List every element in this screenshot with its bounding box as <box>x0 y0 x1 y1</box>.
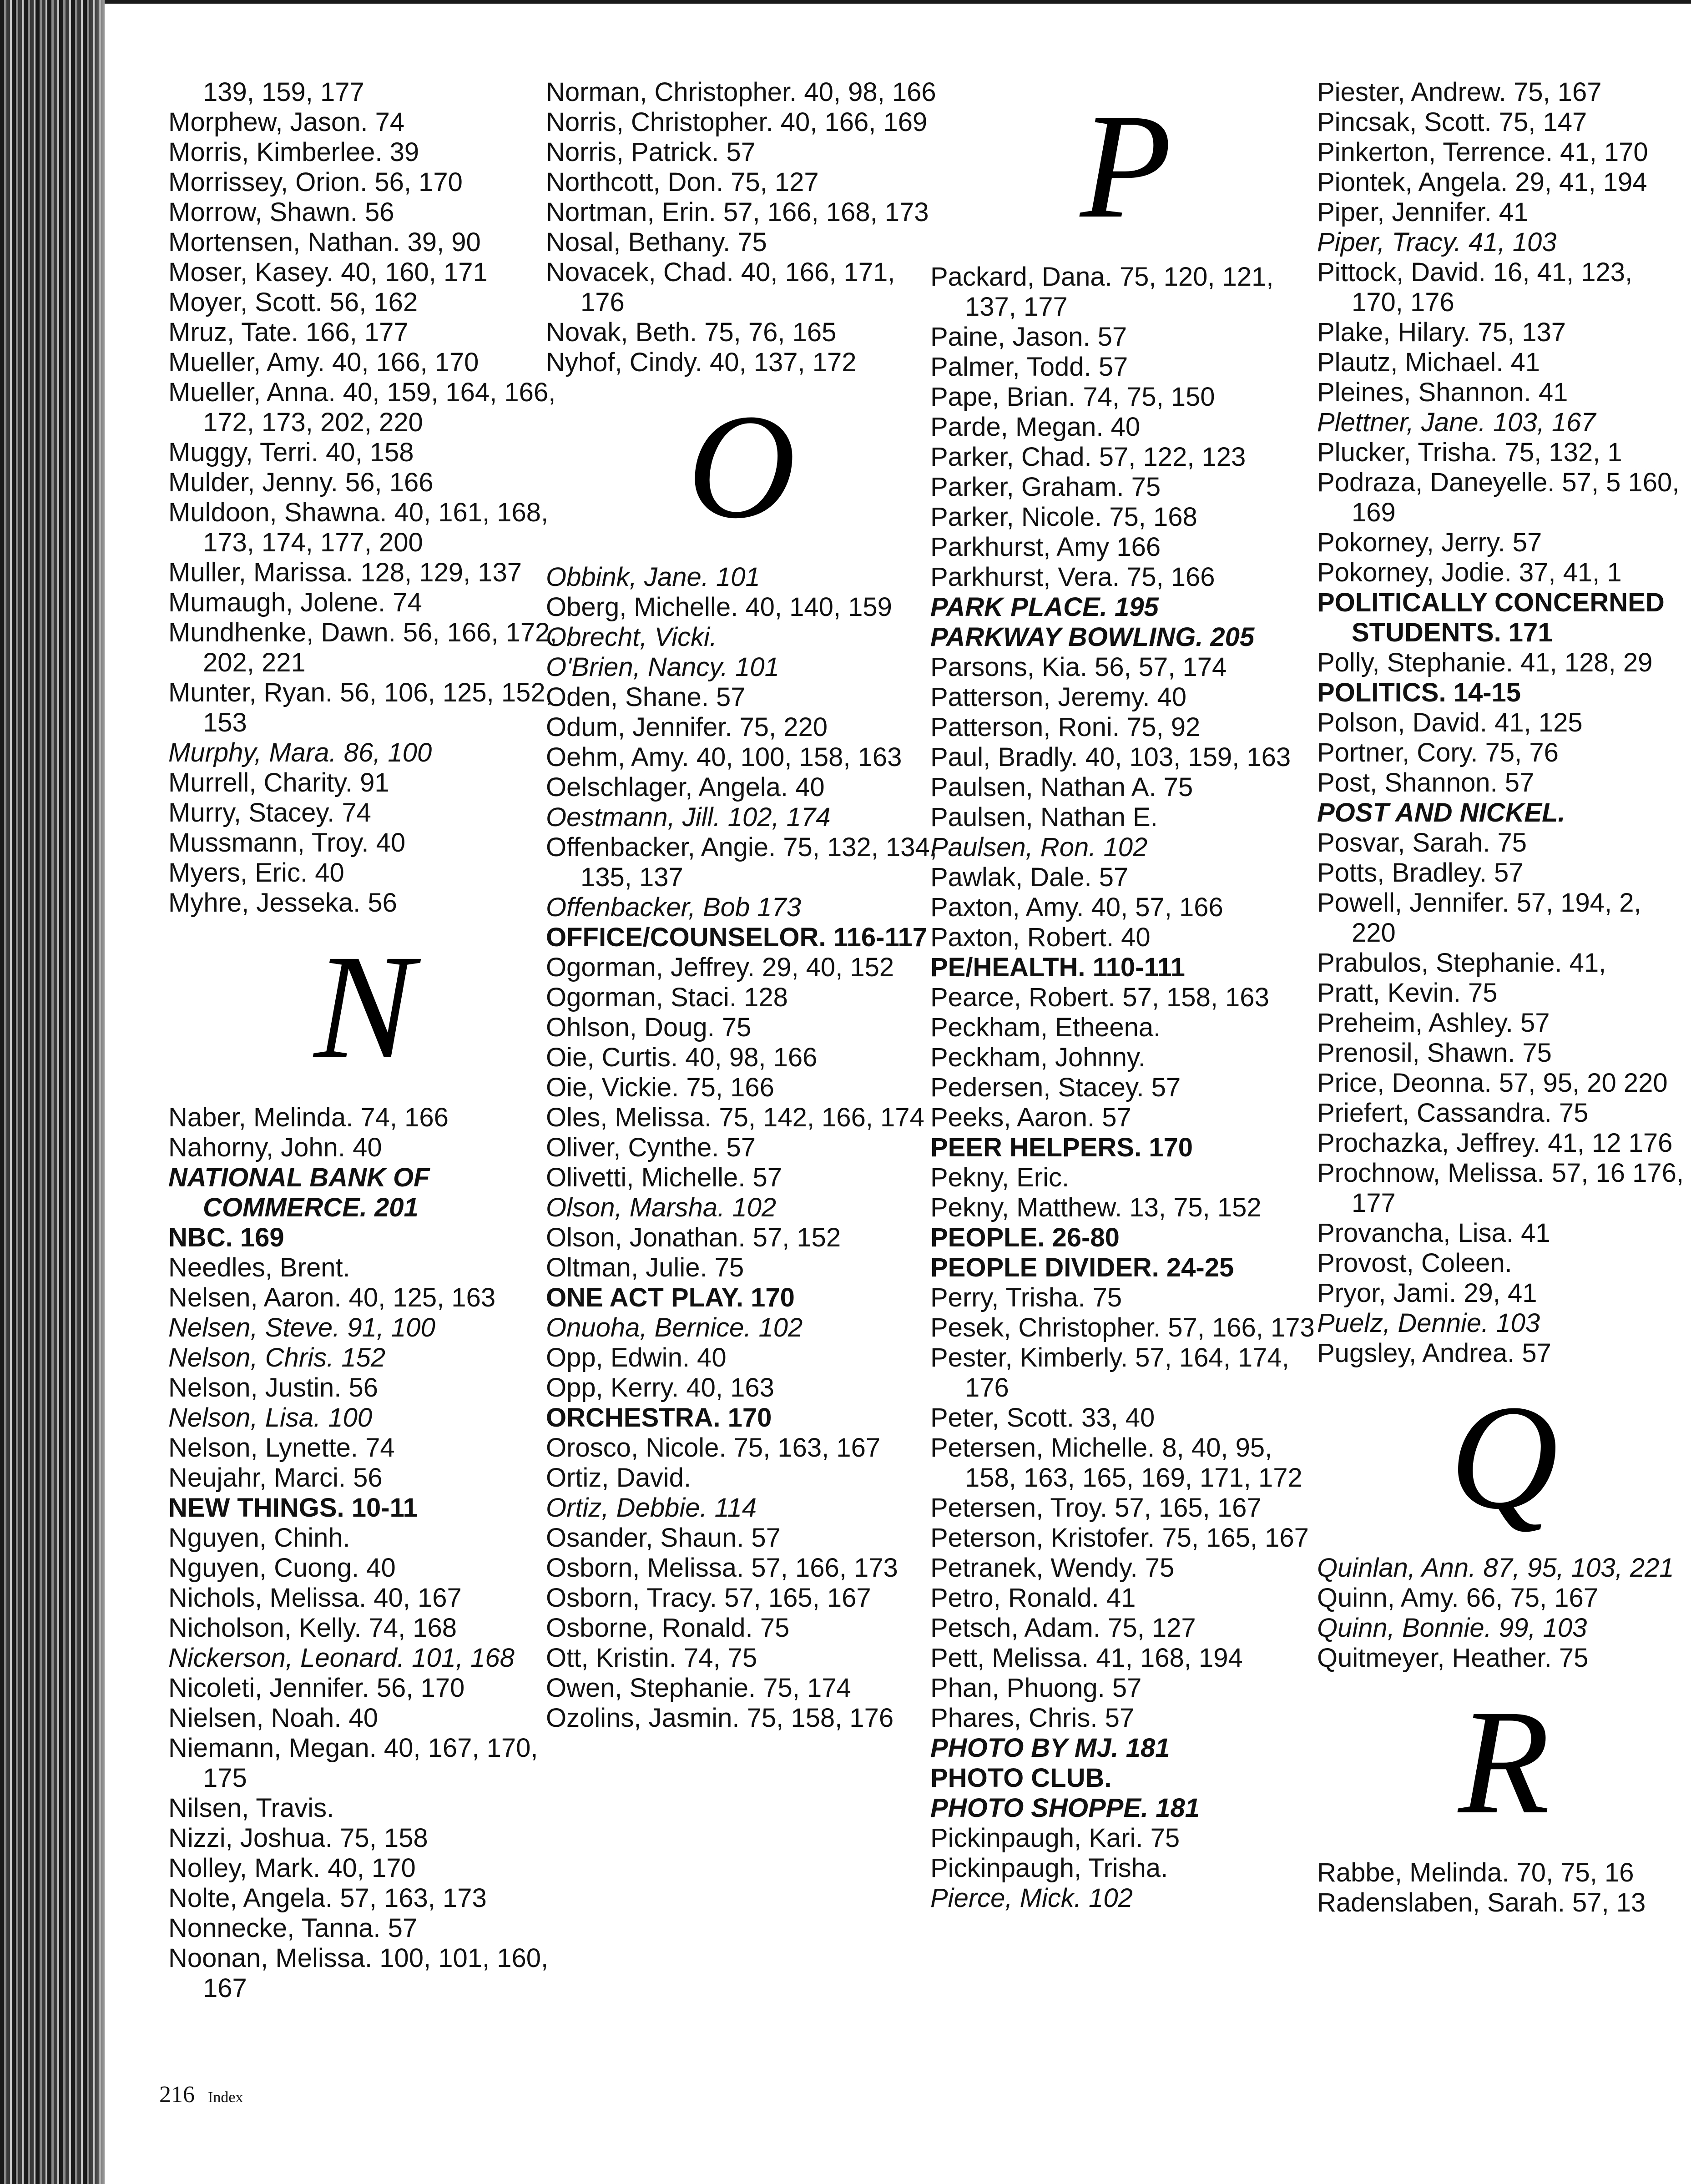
index-entry: Petro, Ronald. 41 <box>930 1583 1136 1613</box>
index-entry: Nelsen, Steve. 91, 100 <box>168 1313 435 1342</box>
index-entry: Opp, Edwin. 40 <box>546 1343 727 1372</box>
index-entry: Parker, Graham. 75 <box>930 472 1161 502</box>
index-entry: Piontek, Angela. 29, 41, 194 <box>1317 167 1647 197</box>
index-entry: Peeks, Aaron. 57 <box>930 1103 1131 1132</box>
index-entry: Quinn, Amy. 66, 75, 167 <box>1317 1583 1598 1613</box>
index-entry: Nelson, Lisa. 100 <box>168 1403 373 1432</box>
index-entry: Pierce, Mick. 102 <box>930 1883 1133 1913</box>
index-entry: NEW THINGS. 10-11 <box>168 1493 418 1523</box>
index-entry: Pugsley, Andrea. 57 <box>1317 1338 1551 1368</box>
index-entry: Needles, Brent. <box>168 1253 350 1282</box>
index-entry: Osborn, Tracy. 57, 165, 167 <box>546 1583 871 1613</box>
index-entry: Obbink, Jane. 101 <box>546 562 760 592</box>
binding-shadow <box>91 0 118 2184</box>
index-entry: Morphew, Jason. 74 <box>168 107 405 137</box>
index-entry: Polly, Stephanie. 41, 128, 29 <box>1317 648 1653 677</box>
index-entry: Mulder, Jenny. 56, 166 <box>168 468 434 497</box>
index-entry: Petranek, Wendy. 75 <box>930 1553 1175 1583</box>
index-entry: Phares, Chris. 57 <box>930 1703 1135 1733</box>
index-entry: Polson, David. 41, 125 <box>1317 708 1583 737</box>
index-column-3 <box>930 77 1322 1913</box>
index-entry: Oltman, Julie. 75 <box>546 1253 744 1282</box>
index-entry: Morrissey, Orion. 56, 170 <box>168 167 463 197</box>
index-entry: Mundhenke, Dawn. 56, 166, 172, 202, 221 <box>168 618 557 677</box>
index-entry: Moser, Kasey. 40, 160, 171 <box>168 257 488 287</box>
index-entry: Nonnecke, Tanna. 57 <box>168 1913 418 1943</box>
index-entry: Obrecht, Vicki. <box>546 622 717 652</box>
index-entry: Murry, Stacey. 74 <box>168 798 371 827</box>
index-entry: Noonan, Melissa. 100, 101, 160, 167 <box>168 1943 549 2003</box>
index-entry: Phan, Phuong. 57 <box>930 1673 1142 1703</box>
index-entry: Olson, Jonathan. 57, 152 <box>546 1223 841 1252</box>
index-entry: Piper, Jennifer. 41 <box>1317 197 1529 227</box>
index-entry: Ortiz, David. <box>546 1463 692 1493</box>
index-entry: Pinkerton, Terrence. 41, 170 <box>1317 137 1648 167</box>
index-entry: Post, Shannon. 57 <box>1317 768 1535 797</box>
index-entry: POST AND NICKEL. <box>1317 798 1565 827</box>
index-entry: Priefert, Cassandra. 75 <box>1317 1098 1589 1128</box>
index-entry: Offenbacker, Bob 173 <box>546 893 802 922</box>
index-entry: Podraza, Daneyelle. 57, 5 160, 169 <box>1317 468 1680 527</box>
index-entry: Pekny, Eric. <box>930 1163 1070 1192</box>
index-entry: Norris, Patrick. 57 <box>546 137 756 167</box>
index-entry: Oie, Vickie. 75, 166 <box>546 1073 774 1102</box>
book-binding-edge <box>0 0 105 2184</box>
index-entry: Oestmann, Jill. 102, 174 <box>546 802 831 832</box>
index-entry: Patterson, Roni. 75, 92 <box>930 712 1201 742</box>
index-entry: Mumaugh, Jolene. 74 <box>168 588 422 617</box>
index-entry: PHOTO SHOPPE. 181 <box>930 1793 1200 1823</box>
index-entry: Pleines, Shannon. 41 <box>1317 378 1568 407</box>
index-entry: Ogorman, Jeffrey. 29, 40, 152 <box>546 953 894 982</box>
index-entry: ORCHESTRA. 170 <box>546 1403 772 1432</box>
index-entry: Ott, Kristin. 74, 75 <box>546 1643 757 1673</box>
index-entry: 139, 159, 177 <box>203 77 364 107</box>
index-entry: Potts, Bradley. 57 <box>1317 858 1524 888</box>
index-entry: Pickinpaugh, Trisha. <box>930 1853 1168 1883</box>
index-entry: Pearce, Robert. 57, 158, 163 <box>930 983 1269 1012</box>
index-entry: Ozolins, Jasmin. 75, 158, 176 <box>546 1703 894 1733</box>
index-entry: Nelsen, Aaron. 40, 125, 163 <box>168 1283 496 1312</box>
index-entry: Peckham, Johnny. <box>930 1043 1146 1072</box>
index-entry: OFFICE/COUNSELOR. 116-117 <box>546 923 928 952</box>
index-entry: Niemann, Megan. 40, 167, 170, 175 <box>168 1733 538 1793</box>
index-entry: Nahorny, John. 40 <box>168 1133 382 1162</box>
index-entry: Orosco, Nicole. 75, 163, 167 <box>546 1433 881 1463</box>
index-entry: Novacek, Chad. 40, 166, 171, 176 <box>546 257 895 317</box>
index-entry: Posvar, Sarah. 75 <box>1317 828 1527 857</box>
index-entry: Palmer, Todd. 57 <box>930 352 1128 382</box>
index-entry: Provost, Coleen. <box>1317 1248 1512 1278</box>
footer-label: Index <box>208 2089 243 2106</box>
index-entry: Pesek, Christopher. 57, 166, 173 <box>930 1313 1315 1342</box>
index-entry: Oie, Curtis. 40, 98, 166 <box>546 1043 818 1072</box>
index-entry: Pryor, Jami. 29, 41 <box>1317 1278 1537 1308</box>
index-entry: Nortman, Erin. 57, 166, 168, 173 <box>546 197 929 227</box>
index-entry: Paul, Bradly. 40, 103, 159, 163 <box>930 742 1291 772</box>
index-entry: Quinlan, Ann. 87, 95, 103, 221 <box>1317 1553 1674 1583</box>
index-column-4 <box>1317 77 1691 1918</box>
index-entry: Osborn, Melissa. 57, 166, 173 <box>546 1553 898 1583</box>
index-entry: Opp, Kerry. 40, 163 <box>546 1373 774 1402</box>
section-letter-o: O <box>687 383 796 550</box>
index-column-2 <box>546 77 937 1733</box>
index-entry: Norris, Christopher. 40, 166, 169 <box>546 107 928 137</box>
index-entry: Plautz, Michael. 41 <box>1317 348 1540 377</box>
index-entry: Murrell, Charity. 91 <box>168 768 389 797</box>
index-entry: Nelson, Lynette. 74 <box>168 1433 395 1463</box>
index-entry: Mueller, Anna. 40, 159, 164, 166, 172, 173, 202, 220 <box>168 378 556 437</box>
index-entry: Pokorney, Jodie. 37, 41, 1 <box>1317 558 1622 587</box>
index-entry: Morris, Kimberlee. 39 <box>168 137 419 167</box>
index-entry: Osander, Shaun. 57 <box>546 1523 781 1553</box>
index-entry: Powell, Jennifer. 57, 194, 2, 220 <box>1317 888 1641 948</box>
index-entry: PE/HEALTH. 110-111 <box>930 953 1185 982</box>
index-entry: Paulsen, Nathan A. 75 <box>930 772 1193 802</box>
index-entry: PEER HELPERS. 170 <box>930 1133 1193 1162</box>
index-entry: Patterson, Jeremy. 40 <box>930 682 1187 712</box>
index-entry: Quitmeyer, Heather. 75 <box>1317 1643 1589 1673</box>
index-entry: Prabulos, Stephanie. 41, <box>1317 948 1606 978</box>
index-entry: Parde, Megan. 40 <box>930 412 1141 442</box>
index-entry: Nelson, Justin. 56 <box>168 1373 379 1402</box>
index-entry: Mueller, Amy. 40, 166, 170 <box>168 348 479 377</box>
index-entry: Nyhof, Cindy. 40, 137, 172 <box>546 348 857 377</box>
index-entry: Petersen, Michelle. 8, 40, 95, 158, 163, 165, 169, 171, 172 <box>930 1433 1302 1493</box>
index-entry: Onuoha, Bernice. 102 <box>546 1313 803 1342</box>
index-entry: Odum, Jennifer. 75, 220 <box>546 712 828 742</box>
index-entry: Oberg, Michelle. 40, 140, 159 <box>546 592 892 622</box>
index-entry: NATIONAL BANK OF COMMERCE. 201 <box>168 1163 430 1222</box>
index-entry: Petsch, Adam. 75, 127 <box>930 1613 1196 1643</box>
index-entry: Nolley, Mark. 40, 170 <box>168 1853 416 1883</box>
index-entry: Paulsen, Ron. 102 <box>930 832 1148 862</box>
index-entry: Olson, Marsha. 102 <box>546 1193 777 1222</box>
index-entry: Peckham, Etheena. <box>930 1013 1161 1042</box>
index-entry: Plucker, Trisha. 75, 132, 1 <box>1317 438 1622 467</box>
index-entry: PARKWAY BOWLING. 205 <box>930 622 1255 652</box>
index-entry: Pawlak, Dale. 57 <box>930 863 1129 892</box>
index-entry: Parker, Nicole. 75, 168 <box>930 502 1197 532</box>
index-entry: Myers, Eric. 40 <box>168 858 344 888</box>
index-entry: Owen, Stephanie. 75, 174 <box>546 1673 851 1703</box>
index-entry: Pittock, David. 16, 41, 123, 170, 176 <box>1317 257 1633 317</box>
index-entry: POLITICALLY CONCERNED STUDENTS. 171 <box>1317 588 1665 647</box>
index-entry: PHOTO CLUB. <box>930 1763 1112 1793</box>
index-entry: Piper, Tracy. 41, 103 <box>1317 227 1557 257</box>
index-entry: Muldoon, Shawna. 40, 161, 168, 173, 174, 177, 200 <box>168 498 549 557</box>
index-entry: Parker, Chad. 57, 122, 123 <box>930 442 1246 472</box>
index-entry: Nickerson, Leonard. 101, 168 <box>168 1643 515 1673</box>
index-entry: Northcott, Don. 75, 127 <box>546 167 819 197</box>
index-entry: Paine, Jason. 57 <box>930 322 1127 352</box>
index-entry: Mortensen, Nathan. 39, 90 <box>168 227 481 257</box>
index-entry: Mruz, Tate. 166, 177 <box>168 318 409 347</box>
index-entry: Morrow, Shawn. 56 <box>168 197 394 227</box>
index-entry: Muller, Marissa. 128, 129, 137 <box>168 558 522 587</box>
index-entry: Myhre, Jesseka. 56 <box>168 888 397 918</box>
index-entry: Nolte, Angela. 57, 163, 173 <box>168 1883 487 1913</box>
index-entry: Norman, Christopher. 40, 98, 166 <box>546 77 936 107</box>
index-entry: Prenosil, Shawn. 75 <box>1317 1038 1552 1068</box>
index-entry: Paxton, Amy. 40, 57, 166 <box>930 893 1223 922</box>
index-entry: O'Brien, Nancy. 101 <box>546 652 779 682</box>
index-entry: ONE ACT PLAY. 170 <box>546 1283 795 1312</box>
index-entry: Perry, Trisha. 75 <box>930 1283 1122 1312</box>
index-entry: Oles, Melissa. 75, 142, 166, 174 <box>546 1103 924 1132</box>
index-entry: Provancha, Lisa. 41 <box>1317 1218 1550 1248</box>
index-entry: Nizzi, Joshua. 75, 158 <box>168 1823 428 1853</box>
section-letter-p: P <box>1080 83 1172 249</box>
index-entry: Nicholson, Kelly. 74, 168 <box>168 1613 457 1643</box>
index-entry: Oelschlager, Angela. 40 <box>546 772 825 802</box>
index-column-1 <box>168 77 560 2003</box>
index-entry: Peterson, Kristofer. 75, 165, 167 <box>930 1523 1309 1553</box>
index-entry: Pett, Melissa. 41, 168, 194 <box>930 1643 1243 1673</box>
index-entry: Price, Deonna. 57, 95, 20 220 <box>1317 1068 1668 1098</box>
index-entry: Oehm, Amy. 40, 100, 158, 163 <box>546 742 902 772</box>
index-entry: Moyer, Scott. 56, 162 <box>168 288 418 317</box>
index-entry: Radenslaben, Sarah. 57, 13 <box>1317 1888 1646 1917</box>
index-entry: Osborne, Ronald. 75 <box>546 1613 790 1643</box>
index-entry: Pester, Kimberly. 57, 164, 174, 176 <box>930 1343 1289 1402</box>
index-entry: Muggy, Terri. 40, 158 <box>168 438 414 467</box>
index-entry: Prochnow, Melissa. 57, 16 176, 177 <box>1317 1158 1684 1218</box>
index-entry: Plettner, Jane. 103, 167 <box>1317 408 1596 437</box>
index-entry: Prochazka, Jeffrey. 41, 12 176 <box>1317 1128 1673 1158</box>
index-entry: Nelson, Chris. 152 <box>168 1343 386 1372</box>
index-entry: Nosal, Bethany. 75 <box>546 227 767 257</box>
index-entry: Peter, Scott. 33, 40 <box>930 1403 1155 1432</box>
index-entry: Oden, Shane. 57 <box>546 682 746 712</box>
index-entry: PEOPLE. 26-80 <box>930 1223 1120 1252</box>
section-letter-n: N <box>313 924 414 1090</box>
index-entry: Plake, Hilary. 75, 137 <box>1317 318 1566 347</box>
index-entry: Pekny, Matthew. 13, 75, 152 <box>930 1193 1262 1222</box>
index-entry: Paxton, Robert. 40 <box>930 923 1151 952</box>
index-entry: Parkhurst, Vera. 75, 166 <box>930 562 1215 592</box>
page-footer <box>159 2081 243 2108</box>
index-entry: Pincsak, Scott. 75, 147 <box>1317 107 1587 137</box>
index-entry: Murphy, Mara. 86, 100 <box>168 738 432 767</box>
index-entry: Nguyen, Cuong. 40 <box>168 1553 396 1583</box>
index-entry: Nielsen, Noah. 40 <box>168 1703 379 1733</box>
index-entry: Preheim, Ashley. 57 <box>1317 1008 1550 1038</box>
index-entry: Petersen, Troy. 57, 165, 167 <box>930 1493 1262 1523</box>
index-entry: Pickinpaugh, Kari. 75 <box>930 1823 1180 1853</box>
index-entry: Mussmann, Troy. 40 <box>168 828 406 857</box>
index-entry: Nicoleti, Jennifer. 56, 170 <box>168 1673 465 1703</box>
index-entry: Olivetti, Michelle. 57 <box>546 1163 782 1192</box>
page-number: 216 <box>159 2082 195 2108</box>
index-entry: Naber, Melinda. 74, 166 <box>168 1103 449 1132</box>
index-entry: Ogorman, Staci. 128 <box>546 983 788 1012</box>
index-entry: Paulsen, Nathan E. <box>930 802 1158 832</box>
index-entry: Offenbacker, Angie. 75, 132, 134, 135, 137 <box>546 832 937 892</box>
index-entry: PEOPLE DIVIDER. 24-25 <box>930 1253 1234 1282</box>
index-entry: PHOTO BY MJ. 181 <box>930 1733 1170 1763</box>
index-entry: Parkhurst, Amy 166 <box>930 532 1161 562</box>
index-entry: Packard, Dana. 75, 120, 121, 137, 177 <box>930 262 1274 322</box>
index-entry: Ohlson, Doug. 75 <box>546 1013 752 1042</box>
section-letter-q: Q <box>1449 1374 1559 1540</box>
index-entry: Parsons, Kia. 56, 57, 174 <box>930 652 1227 682</box>
index-entry: NBC. 169 <box>168 1223 284 1252</box>
index-entry: Oliver, Cynthe. 57 <box>546 1133 756 1162</box>
index-entry: Nichols, Melissa. 40, 167 <box>168 1583 462 1613</box>
index-entry: Ortiz, Debbie. 114 <box>546 1493 757 1523</box>
index-entry: Nguyen, Chinh. <box>168 1523 350 1553</box>
index-entry: Pedersen, Stacey. 57 <box>930 1073 1181 1102</box>
index-entry: Portner, Cory. 75, 76 <box>1317 738 1559 767</box>
index-entry: Munter, Ryan. 56, 106, 125, 152, 153 <box>168 678 553 737</box>
section-letter-r: R <box>1458 1679 1550 1845</box>
index-entry: PARK PLACE. 195 <box>930 592 1159 622</box>
index-entry: Novak, Beth. 75, 76, 165 <box>546 318 837 347</box>
index-entry: Piester, Andrew. 75, 167 <box>1317 77 1602 107</box>
index-entry: Neujahr, Marci. 56 <box>168 1463 383 1493</box>
index-entry: Puelz, Dennie. 103 <box>1317 1308 1540 1338</box>
top-edge-rule <box>105 0 1691 4</box>
index-entry: Pratt, Kevin. 75 <box>1317 978 1498 1008</box>
index-entry: POLITICS. 14-15 <box>1317 678 1521 707</box>
index-entry: Pokorney, Jerry. 57 <box>1317 528 1542 557</box>
index-entry: Quinn, Bonnie. 99, 103 <box>1317 1613 1587 1643</box>
index-entry: Nilsen, Travis. <box>168 1793 334 1823</box>
index-entry: Rabbe, Melinda. 70, 75, 16 <box>1317 1858 1634 1887</box>
index-entry: Pape, Brian. 74, 75, 150 <box>930 382 1215 412</box>
